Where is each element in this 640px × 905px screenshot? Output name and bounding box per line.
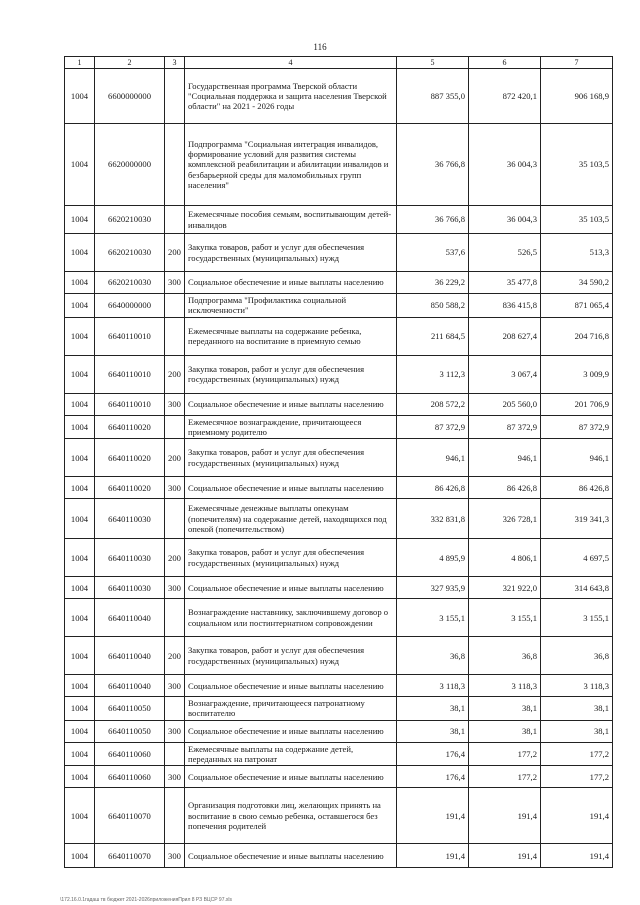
- item-name-cell: Закупка товаров, работ и услуг для обеспечения государственных (муниципальных) нужд: [185, 539, 397, 577]
- item-name-cell: Социальное обеспечение и иные выплаты населению: [185, 844, 397, 868]
- target-code-cell: 6640110060: [95, 742, 165, 766]
- amount-2026-cell: 201 706,9: [541, 393, 613, 415]
- section-cell: 1004: [65, 206, 95, 234]
- table-row: [65, 477, 613, 499]
- amount-2026-cell: 36,8: [541, 637, 613, 675]
- amount-2024-cell: 537,6: [397, 234, 469, 272]
- amount-2026-cell: 35 103,5: [541, 206, 613, 234]
- target-code-cell: 6640110020: [95, 477, 165, 499]
- target-code-cell: 6620210030: [95, 206, 165, 234]
- amount-2026-cell: 38,1: [541, 697, 613, 721]
- table-row: [65, 742, 613, 766]
- amount-2026-cell: 35 103,5: [541, 124, 613, 206]
- section-cell: 1004: [65, 317, 95, 355]
- header-cell: 3: [165, 57, 185, 69]
- amount-2024-cell: 86 426,8: [397, 477, 469, 499]
- amount-2026-cell: 204 716,8: [541, 317, 613, 355]
- section-cell: 1004: [65, 697, 95, 721]
- table-row: [65, 697, 613, 721]
- amount-2026-cell: 871 065,4: [541, 294, 613, 318]
- table-row: [65, 539, 613, 577]
- target-code-cell: 6640110010: [95, 355, 165, 393]
- amount-2026-cell: 86 426,8: [541, 477, 613, 499]
- header-cell: 6: [469, 57, 541, 69]
- amount-2026-cell: 513,3: [541, 234, 613, 272]
- table-row: [65, 599, 613, 637]
- expense-type-cell: 200: [165, 439, 185, 477]
- table-row: [65, 69, 613, 124]
- target-code-cell: 6640110040: [95, 599, 165, 637]
- amount-2025-cell: 36,8: [469, 637, 541, 675]
- amount-2025-cell: 321 922,0: [469, 577, 541, 599]
- amount-2026-cell: 906 168,9: [541, 69, 613, 124]
- item-name-cell: Социальное обеспечение и иные выплаты населению: [185, 577, 397, 599]
- amount-2024-cell: 211 684,5: [397, 317, 469, 355]
- amount-2025-cell: 946,1: [469, 439, 541, 477]
- expense-type-cell: [165, 697, 185, 721]
- section-cell: 1004: [65, 415, 95, 439]
- amount-2025-cell: 208 627,4: [469, 317, 541, 355]
- expense-type-cell: 300: [165, 844, 185, 868]
- table-row: [65, 124, 613, 206]
- table-row: [65, 234, 613, 272]
- expense-type-cell: 300: [165, 477, 185, 499]
- amount-2024-cell: 4 895,9: [397, 539, 469, 577]
- target-code-cell: 6640110040: [95, 637, 165, 675]
- section-cell: 1004: [65, 124, 95, 206]
- section-cell: 1004: [65, 477, 95, 499]
- amount-2025-cell: 326 728,1: [469, 499, 541, 539]
- item-name-cell: Ежемесячные пособия семьям, воспитывающим детей-инвалидов: [185, 206, 397, 234]
- table-row: [65, 675, 613, 697]
- expense-type-cell: 200: [165, 539, 185, 577]
- amount-2025-cell: 35 477,8: [469, 272, 541, 294]
- item-name-cell: Закупка товаров, работ и услуг для обеспечения государственных (муниципальных) нужд: [185, 439, 397, 477]
- table-row: [65, 788, 613, 844]
- item-name-cell: Подпрограмма "Профилактика социальной исключенности": [185, 294, 397, 318]
- amount-2025-cell: 3 067,4: [469, 355, 541, 393]
- table-row: [65, 272, 613, 294]
- amount-2025-cell: 86 426,8: [469, 477, 541, 499]
- expense-type-cell: [165, 69, 185, 124]
- amount-2024-cell: 191,4: [397, 844, 469, 868]
- expense-type-cell: 300: [165, 272, 185, 294]
- table-row: [65, 355, 613, 393]
- table-row: [65, 499, 613, 539]
- amount-2025-cell: 87 372,9: [469, 415, 541, 439]
- expense-type-cell: 300: [165, 675, 185, 697]
- amount-2024-cell: 87 372,9: [397, 415, 469, 439]
- amount-2025-cell: 3 118,3: [469, 675, 541, 697]
- section-cell: 1004: [65, 788, 95, 844]
- amount-2024-cell: 176,4: [397, 766, 469, 788]
- amount-2026-cell: 191,4: [541, 844, 613, 868]
- amount-2025-cell: 36 004,3: [469, 206, 541, 234]
- expense-type-cell: [165, 206, 185, 234]
- target-code-cell: 6640110070: [95, 788, 165, 844]
- expense-type-cell: [165, 124, 185, 206]
- table-row: [65, 415, 613, 439]
- table-row: [65, 393, 613, 415]
- item-name-cell: Социальное обеспечение и иные выплаты населению: [185, 477, 397, 499]
- header-cell: 7: [541, 57, 613, 69]
- amount-2024-cell: 176,4: [397, 742, 469, 766]
- item-name-cell: Социальное обеспечение и иные выплаты населению: [185, 675, 397, 697]
- section-cell: 1004: [65, 637, 95, 675]
- item-name-cell: Закупка товаров, работ и услуг для обеспечения государственных (муниципальных) нужд: [185, 355, 397, 393]
- item-name-cell: Закупка товаров, работ и услуг для обеспечения государственных (муниципальных) нужд: [185, 234, 397, 272]
- amount-2024-cell: 36 229,2: [397, 272, 469, 294]
- amount-2026-cell: 3 155,1: [541, 599, 613, 637]
- item-name-cell: Социальное обеспечение и иные выплаты населению: [185, 720, 397, 742]
- amount-2024-cell: 327 935,9: [397, 577, 469, 599]
- target-code-cell: 6640110010: [95, 317, 165, 355]
- expense-type-cell: 200: [165, 234, 185, 272]
- header-cell: 5: [397, 57, 469, 69]
- section-cell: 1004: [65, 844, 95, 868]
- section-cell: 1004: [65, 499, 95, 539]
- amount-2026-cell: 319 341,3: [541, 499, 613, 539]
- section-cell: 1004: [65, 577, 95, 599]
- item-name-cell: Организация подготовки лиц, желающих принять на воспитание в свою семью ребенка, оставшегося без попечения родителей: [185, 788, 397, 844]
- amount-2025-cell: 3 155,1: [469, 599, 541, 637]
- header-cell: 1: [65, 57, 95, 69]
- section-cell: 1004: [65, 234, 95, 272]
- amount-2026-cell: 177,2: [541, 766, 613, 788]
- target-code-cell: 6640110020: [95, 415, 165, 439]
- amount-2024-cell: 3 112,3: [397, 355, 469, 393]
- expense-type-cell: [165, 294, 185, 318]
- expense-type-cell: [165, 742, 185, 766]
- amount-2025-cell: 177,2: [469, 766, 541, 788]
- target-code-cell: 6640110070: [95, 844, 165, 868]
- target-code-cell: 6640110030: [95, 577, 165, 599]
- amount-2025-cell: 38,1: [469, 720, 541, 742]
- header-row: [65, 57, 613, 69]
- table-row: [65, 439, 613, 477]
- target-code-cell: 6640110030: [95, 539, 165, 577]
- section-cell: 1004: [65, 766, 95, 788]
- target-code-cell: 6640110030: [95, 499, 165, 539]
- expense-type-cell: 300: [165, 577, 185, 599]
- target-code-cell: 6640110020: [95, 439, 165, 477]
- expense-type-cell: [165, 788, 185, 844]
- expense-type-cell: [165, 599, 185, 637]
- expense-type-cell: [165, 499, 185, 539]
- expense-type-cell: 300: [165, 393, 185, 415]
- table-row: [65, 294, 613, 318]
- target-code-cell: 6620210030: [95, 234, 165, 272]
- amount-2026-cell: 191,4: [541, 788, 613, 844]
- target-code-cell: 6640110060: [95, 766, 165, 788]
- expense-type-cell: [165, 415, 185, 439]
- amount-2026-cell: 946,1: [541, 439, 613, 477]
- amount-2025-cell: 36 004,3: [469, 124, 541, 206]
- amount-2026-cell: 177,2: [541, 742, 613, 766]
- item-name-cell: Ежемесячные денежные выплаты опекунам (попечителям) на содержание детей, находящихся под опекой (попечительством): [185, 499, 397, 539]
- amount-2026-cell: 87 372,9: [541, 415, 613, 439]
- file-path-footer: \172.16.0.1гадаш тв бюджет 2021-2026приложенияПрил 8 РЗ ВЦСР 97.xls: [60, 897, 232, 903]
- amount-2025-cell: 872 420,1: [469, 69, 541, 124]
- target-code-cell: 6600000000: [95, 69, 165, 124]
- amount-2025-cell: 526,5: [469, 234, 541, 272]
- amount-2024-cell: 38,1: [397, 697, 469, 721]
- section-cell: 1004: [65, 720, 95, 742]
- amount-2026-cell: 3 009,9: [541, 355, 613, 393]
- table-row: [65, 577, 613, 599]
- amount-2025-cell: 4 806,1: [469, 539, 541, 577]
- expense-type-cell: 200: [165, 355, 185, 393]
- section-cell: 1004: [65, 294, 95, 318]
- amount-2025-cell: 191,4: [469, 788, 541, 844]
- item-name-cell: Ежемесячное вознаграждение, причитающееся приемному родителю: [185, 415, 397, 439]
- amount-2024-cell: 850 588,2: [397, 294, 469, 318]
- target-code-cell: 6640110050: [95, 720, 165, 742]
- item-name-cell: Подпрограмма "Социальная интеграция инвалидов, формирование условий для развития системы комплексной реабилитации и абилитации инвалидов и безбарьерной среды для маломобильных групп населения": [185, 124, 397, 206]
- amount-2024-cell: 3 118,3: [397, 675, 469, 697]
- amount-2024-cell: 332 831,8: [397, 499, 469, 539]
- item-name-cell: Вознаграждение, причитающееся патронатному воспитателю: [185, 697, 397, 721]
- item-name-cell: Вознаграждение наставнику, заключившему договор о социальном или постинтернатном сопровождении: [185, 599, 397, 637]
- amount-2024-cell: 3 155,1: [397, 599, 469, 637]
- amount-2026-cell: 4 697,5: [541, 539, 613, 577]
- target-code-cell: 6640000000: [95, 294, 165, 318]
- item-name-cell: Социальное обеспечение и иные выплаты населению: [185, 393, 397, 415]
- target-code-cell: 6640110050: [95, 697, 165, 721]
- amount-2025-cell: 836 415,8: [469, 294, 541, 318]
- amount-2024-cell: 38,1: [397, 720, 469, 742]
- section-cell: 1004: [65, 599, 95, 637]
- expense-type-cell: [165, 317, 185, 355]
- section-cell: 1004: [65, 539, 95, 577]
- amount-2024-cell: 208 572,2: [397, 393, 469, 415]
- item-name-cell: Ежемесячные выплаты на содержание ребенка, переданного на воспитание в приемную семью: [185, 317, 397, 355]
- header-cell: 2: [95, 57, 165, 69]
- amount-2026-cell: 314 643,8: [541, 577, 613, 599]
- item-name-cell: Социальное обеспечение и иные выплаты населению: [185, 766, 397, 788]
- section-cell: 1004: [65, 69, 95, 124]
- amount-2024-cell: 191,4: [397, 788, 469, 844]
- section-cell: 1004: [65, 742, 95, 766]
- target-code-cell: 6640110040: [95, 675, 165, 697]
- table-row: [65, 720, 613, 742]
- section-cell: 1004: [65, 675, 95, 697]
- expense-type-cell: 300: [165, 720, 185, 742]
- page-number: 116: [313, 42, 327, 52]
- amount-2025-cell: 177,2: [469, 742, 541, 766]
- section-cell: 1004: [65, 393, 95, 415]
- table-row: [65, 766, 613, 788]
- target-code-cell: 6620210030: [95, 272, 165, 294]
- item-name-cell: Социальное обеспечение и иные выплаты населению: [185, 272, 397, 294]
- table-row: [65, 206, 613, 234]
- amount-2024-cell: 36 766,8: [397, 124, 469, 206]
- expense-type-cell: 200: [165, 637, 185, 675]
- amount-2024-cell: 36,8: [397, 637, 469, 675]
- header-cell: 4: [185, 57, 397, 69]
- amount-2025-cell: 205 560,0: [469, 393, 541, 415]
- amount-2026-cell: 3 118,3: [541, 675, 613, 697]
- table-row: [65, 317, 613, 355]
- amount-2025-cell: 191,4: [469, 844, 541, 868]
- section-cell: 1004: [65, 272, 95, 294]
- table-row: [65, 637, 613, 675]
- amount-2024-cell: 36 766,8: [397, 206, 469, 234]
- amount-2026-cell: 34 590,2: [541, 272, 613, 294]
- amount-2025-cell: 38,1: [469, 697, 541, 721]
- section-cell: 1004: [65, 439, 95, 477]
- item-name-cell: Государственная программа Тверской области "Социальная поддержка и защита населения Тверской области" на 2021 - 2026 годы: [185, 69, 397, 124]
- amount-2024-cell: 887 355,0: [397, 69, 469, 124]
- table-row: [65, 844, 613, 868]
- target-code-cell: 6620000000: [95, 124, 165, 206]
- item-name-cell: Закупка товаров, работ и услуг для обеспечения государственных (муниципальных) нужд: [185, 637, 397, 675]
- section-cell: 1004: [65, 355, 95, 393]
- target-code-cell: 6640110010: [95, 393, 165, 415]
- budget-table: [64, 56, 613, 868]
- amount-2024-cell: 946,1: [397, 439, 469, 477]
- amount-2026-cell: 38,1: [541, 720, 613, 742]
- item-name-cell: Ежемесячные выплаты на содержание детей, переданных на патронат: [185, 742, 397, 766]
- expense-type-cell: 300: [165, 766, 185, 788]
